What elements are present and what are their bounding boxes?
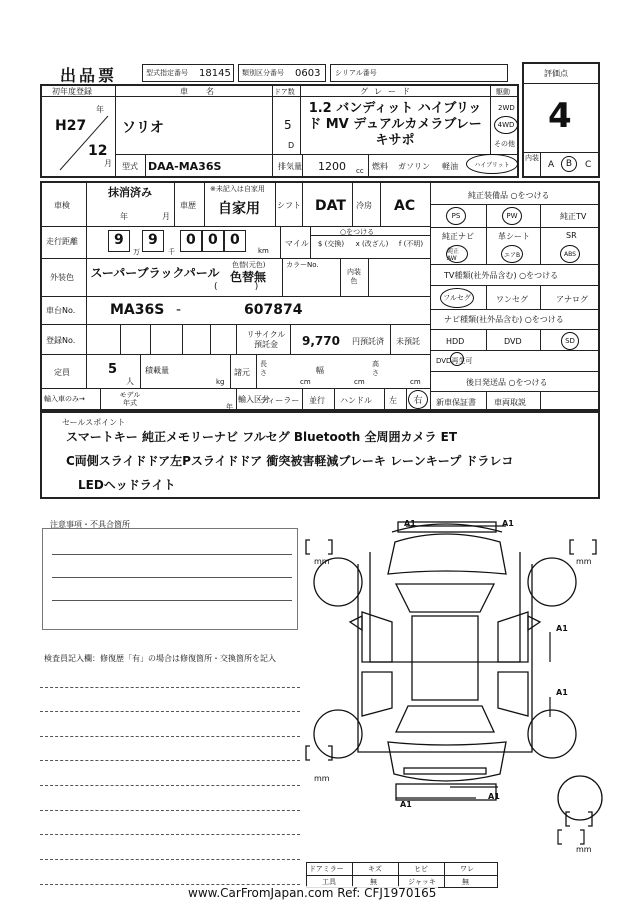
history-value: 自家用 [218, 201, 260, 217]
mark-a1-right-front: A1 [556, 624, 568, 633]
chassis-number: 607874 [244, 302, 303, 318]
chassis-prefix: MA36S [110, 302, 165, 318]
equip-aw-circled: 純正AW [446, 245, 468, 263]
caution-label: 注意事項・不具合箇所 [50, 520, 130, 529]
sales-point-line-3: LEDヘッドライト [78, 478, 176, 492]
mark-a1-right-rear: A1 [556, 688, 568, 697]
drive-4wd-circled: 4WD [494, 116, 518, 134]
mileage-digit-1: 9 [114, 232, 124, 248]
shift-value: DAT [315, 198, 346, 214]
ruibetsu-value: 0603 [295, 68, 321, 79]
ac-value: AC [394, 198, 416, 214]
wheel-rear-right [528, 710, 576, 758]
navi-type-title: ナビ種類(社外品含む) ○をつける [444, 315, 564, 324]
tv-type-title: TV種類(社外品含む) ○をつける [444, 271, 559, 280]
color-change-value: 色替無 [230, 270, 267, 284]
car-damage-diagram [300, 512, 610, 852]
sheet-title: 出品票 [60, 66, 118, 85]
mark-a1-rear-left: A1 [400, 800, 412, 809]
sales-point-line-2: C両側スライドドア左Pスライドドア 衝突被害軽減ブレーキ レーンキープ ドラレコ [66, 454, 514, 468]
equip-airbag-circled: エアB [501, 245, 523, 263]
equip-pw-circled: PW [502, 207, 522, 225]
equip-abs-circled: ABS [560, 245, 580, 263]
wheel-rear-left [314, 710, 362, 758]
mileage-digit-5: 0 [230, 232, 240, 248]
katashiki-value: 18145 [199, 68, 231, 79]
wheel-front-right [528, 558, 576, 606]
genuine-equipment-title: 純正装備品 ○をつける [468, 191, 550, 200]
mark-a1-rear-right: A1 [488, 792, 500, 801]
handle-right-circled: 右 [408, 390, 428, 409]
mileage-digit-2: 9 [148, 232, 158, 248]
first-reg-year: H27 [55, 118, 87, 134]
later-shipment-title: 後日発送品 ○をつける [466, 378, 548, 387]
interior-grade-b-circled: B [561, 156, 577, 172]
ruibetsu-box: 類別区分番号 0603 [238, 64, 326, 82]
door-count: 5 [284, 118, 292, 132]
watermark: www.CarFromJapan.com Ref: CFJ1970165 [188, 886, 437, 900]
mileage-digit-4: 0 [208, 232, 218, 248]
dvd-play: DVD再生可 [436, 357, 473, 365]
car-name: ソリオ [122, 120, 164, 136]
mark-a1-front-left: A1 [404, 519, 416, 528]
recycle-fee: 9,770 [302, 334, 340, 348]
model-code: DAA-MA36S [148, 160, 222, 173]
serial-box: シリアル番号 [330, 64, 508, 82]
shaken-value: 抹消済み [108, 186, 152, 199]
dvd-play-circle [450, 352, 464, 366]
exterior-color: スーパーブラックパール [90, 266, 220, 280]
first-reg-month: 12 [88, 143, 108, 159]
navi-sd-circled: SD [561, 332, 579, 350]
capacity: 5 [108, 362, 118, 377]
caution-box [42, 528, 298, 630]
grade-text: 1.2 バンディット ハイブリッド MV デュアルカメラブレーキサポ [308, 101, 482, 148]
evaluation-score: 4 [548, 96, 572, 136]
evaluation-label: 評価点 [544, 69, 568, 78]
katashiki-box: 型式指定番号 18145 [142, 64, 234, 82]
mileage-digit-3: 0 [186, 232, 196, 248]
fuel-hybrid-circled: ハイブリット [466, 154, 518, 174]
mark-a1-front-right: A1 [502, 519, 514, 528]
displacement: 1200 [318, 160, 346, 173]
equip-ps-circled: PS [446, 207, 466, 225]
sales-point-line-1: スマートキー 純正メモリーナビ フルセグ Bluetooth 全周囲カメラ ET [66, 430, 457, 444]
interior-grade-label: 内装 [525, 154, 539, 162]
inspector-note-label: 検査員記入欄：修復歴「有」の場合は修復箇所・交換箇所を記入 [44, 654, 276, 663]
tv-fullseg-circled: フルセグ [440, 288, 474, 308]
spare-circle [558, 776, 602, 820]
